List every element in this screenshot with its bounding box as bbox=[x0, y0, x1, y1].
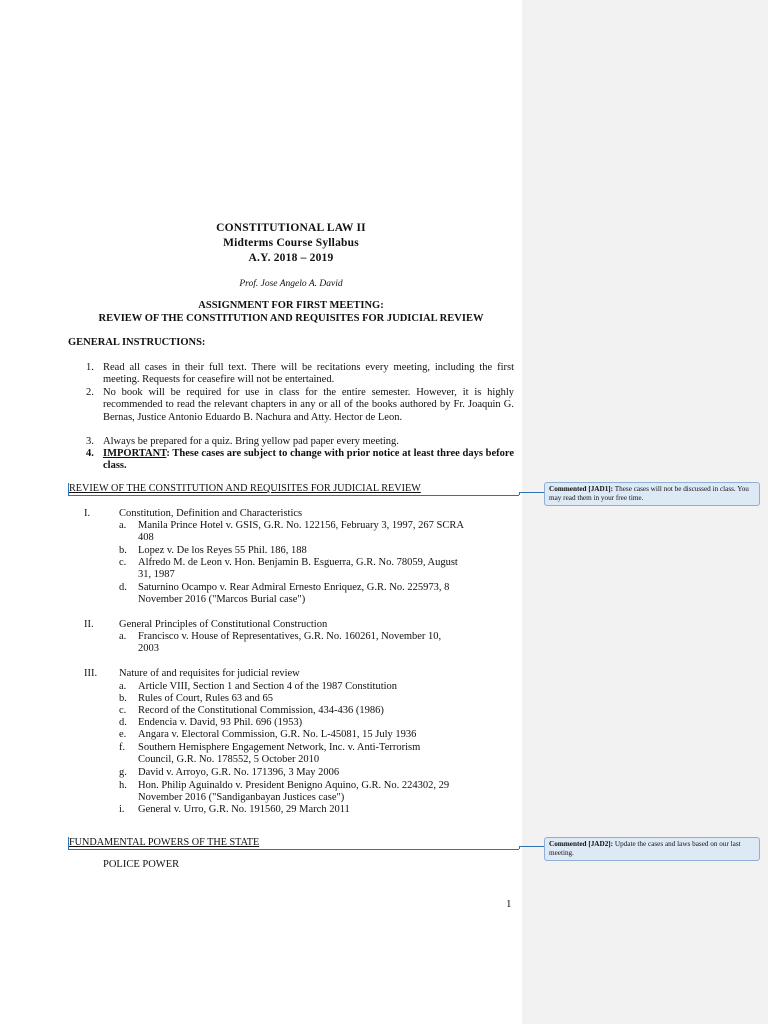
instruction-text: Read all cases in their full text. There will be recitations every meeting, including the first meeting. Requests for ceasefire will not be entertained. bbox=[103, 362, 514, 386]
comment-balloon[interactable] bbox=[544, 482, 760, 506]
case-line: David v. Arroyo, G.R. No. 171396, 3 May 2006 bbox=[138, 767, 340, 778]
section-heading-fundamental-powers: FUNDAMENTAL POWERS OF THE STATE bbox=[68, 837, 283, 850]
case-line: 408 bbox=[138, 532, 154, 543]
part-title: Nature of and requisites for judicial review bbox=[119, 668, 300, 679]
case-line: Council, G.R. No. 178552, 5 October 2010 bbox=[138, 754, 320, 765]
item-letter: b. bbox=[119, 545, 127, 556]
item-letter: h. bbox=[119, 780, 127, 791]
instruction-number: 1. bbox=[86, 362, 94, 373]
comment-balloon[interactable] bbox=[544, 837, 760, 861]
case-line: Lopez v. De los Reyes 55 Phil. 186, 188 bbox=[138, 545, 307, 556]
instruction-number: 4. bbox=[86, 448, 94, 459]
case-line: Alfredo M. de Leon v. Hon. Benjamin B. Esguerra, G.R. No. 78059, August bbox=[138, 557, 458, 568]
item-letter: a. bbox=[119, 681, 127, 692]
case-line: Southern Hemisphere Engagement Network, Inc. v. Anti-Terrorism bbox=[138, 742, 421, 753]
page-number: 1 bbox=[506, 898, 512, 910]
part-roman: II. bbox=[84, 619, 94, 630]
comment-connector bbox=[461, 495, 519, 496]
comment-connector bbox=[519, 492, 545, 493]
course-subtitle: Midterms Course Syllabus bbox=[223, 237, 359, 249]
item-letter: a. bbox=[119, 631, 127, 642]
assignment-topic: REVIEW OF THE CONSTITUTION AND REQUISITES FOR JUDICIAL REVIEW bbox=[98, 313, 484, 324]
assignment-heading: ASSIGNMENT FOR FIRST MEETING: bbox=[198, 300, 384, 311]
part-roman: III. bbox=[84, 668, 98, 679]
part-title: Constitution, Definition and Characteristics bbox=[119, 508, 303, 519]
case-line: 31, 1987 bbox=[138, 569, 175, 580]
section-heading-judicial-review: REVIEW OF THE CONSTITUTION AND REQUISITES FOR JUDICIAL REVIEW bbox=[68, 483, 462, 496]
subsection-police-power: POLICE POWER bbox=[103, 859, 180, 870]
comment-connector bbox=[519, 492, 520, 495]
course-title: CONSTITUTIONAL LAW II bbox=[216, 222, 366, 234]
item-letter: g. bbox=[119, 767, 127, 778]
case-line: Saturnino Ocampo v. Rear Admiral Ernesto Enriquez, G.R. No. 225973, 8 bbox=[138, 582, 450, 593]
part-roman: I. bbox=[84, 508, 91, 519]
academic-year: A.Y. 2018 – 2019 bbox=[248, 252, 334, 264]
instruction-number: 3. bbox=[86, 436, 94, 447]
case-line: Hon. Philip Aguinaldo v. President Benigno Aquino, G.R. No. 224302, 29 bbox=[138, 780, 450, 791]
comment-text: Update the cases and laws based on our last meeting. bbox=[549, 840, 741, 857]
professor-name: Prof. Jose Angelo A. David bbox=[239, 279, 343, 289]
instruction-important bbox=[103, 448, 514, 473]
comment-connector bbox=[519, 846, 545, 847]
part-title: General Principles of Constitutional Construction bbox=[119, 619, 328, 630]
case-line: 2003 bbox=[138, 643, 159, 654]
case-line: Article VIII, Section 1 and Section 4 of the 1987 Constitution bbox=[138, 681, 398, 692]
item-letter: c. bbox=[119, 705, 127, 716]
comment-connector bbox=[519, 846, 520, 849]
item-letter: a. bbox=[119, 520, 127, 531]
instruction-text: Always be prepared for a quiz. Bring yellow pad paper every meeting. bbox=[103, 436, 399, 447]
instructions-heading: GENERAL INSTRUCTIONS: bbox=[68, 337, 206, 348]
comment-author: Commented [JAD2]: bbox=[549, 840, 614, 848]
comments-pane bbox=[522, 0, 768, 1024]
item-letter: d. bbox=[119, 582, 127, 593]
case-line: November 2016 ("Marcos Burial case") bbox=[138, 594, 306, 605]
case-line: November 2016 ("Sandiganbayan Justices case") bbox=[138, 792, 345, 803]
item-letter: c. bbox=[119, 557, 127, 568]
case-line: General v. Urro, G.R. No. 191560, 29 March 2011 bbox=[138, 804, 350, 815]
case-line: Rules of Court, Rules 63 and 65 bbox=[138, 693, 274, 704]
item-letter: f. bbox=[119, 742, 126, 753]
item-letter: b. bbox=[119, 693, 127, 704]
item-letter: e. bbox=[119, 729, 127, 740]
important-label: IMPORTANT bbox=[103, 448, 167, 459]
comment-author: Commented [JAD1]: bbox=[549, 485, 614, 493]
important-text: : These cases are subject to change with prior notice at least three days before class. bbox=[103, 448, 514, 472]
case-line: Record of the Constitutional Commission, 434-436 (1986) bbox=[138, 705, 384, 716]
item-letter: i. bbox=[119, 804, 125, 815]
instruction-text: No book will be required for use in class for the entire semester. However, it is highly recommended to read the relevant chapters in any or all of the books authored by Fr. Joaquin G. Bernas, Justice Antonio Eduardo B. Nachura and Atty. Hector de Leon. bbox=[103, 387, 514, 423]
comment-connector bbox=[282, 849, 519, 850]
item-letter: d. bbox=[119, 717, 127, 728]
case-line: Francisco v. House of Representatives, G.R. No. 160261, November 10, bbox=[138, 631, 442, 642]
comment-text: These cases will not be discussed in class. You may read them in your free time. bbox=[549, 485, 749, 502]
instruction-number: 2. bbox=[86, 387, 94, 398]
case-line: Angara v. Electoral Commission, G.R. No. L-45081, 15 July 1936 bbox=[138, 729, 417, 740]
case-line: Manila Prince Hotel v. GSIS, G.R. No. 122156, February 3, 1997, 267 SCRA bbox=[138, 520, 464, 531]
case-line: Endencia v. David, 93 Phil. 696 (1953) bbox=[138, 717, 303, 728]
